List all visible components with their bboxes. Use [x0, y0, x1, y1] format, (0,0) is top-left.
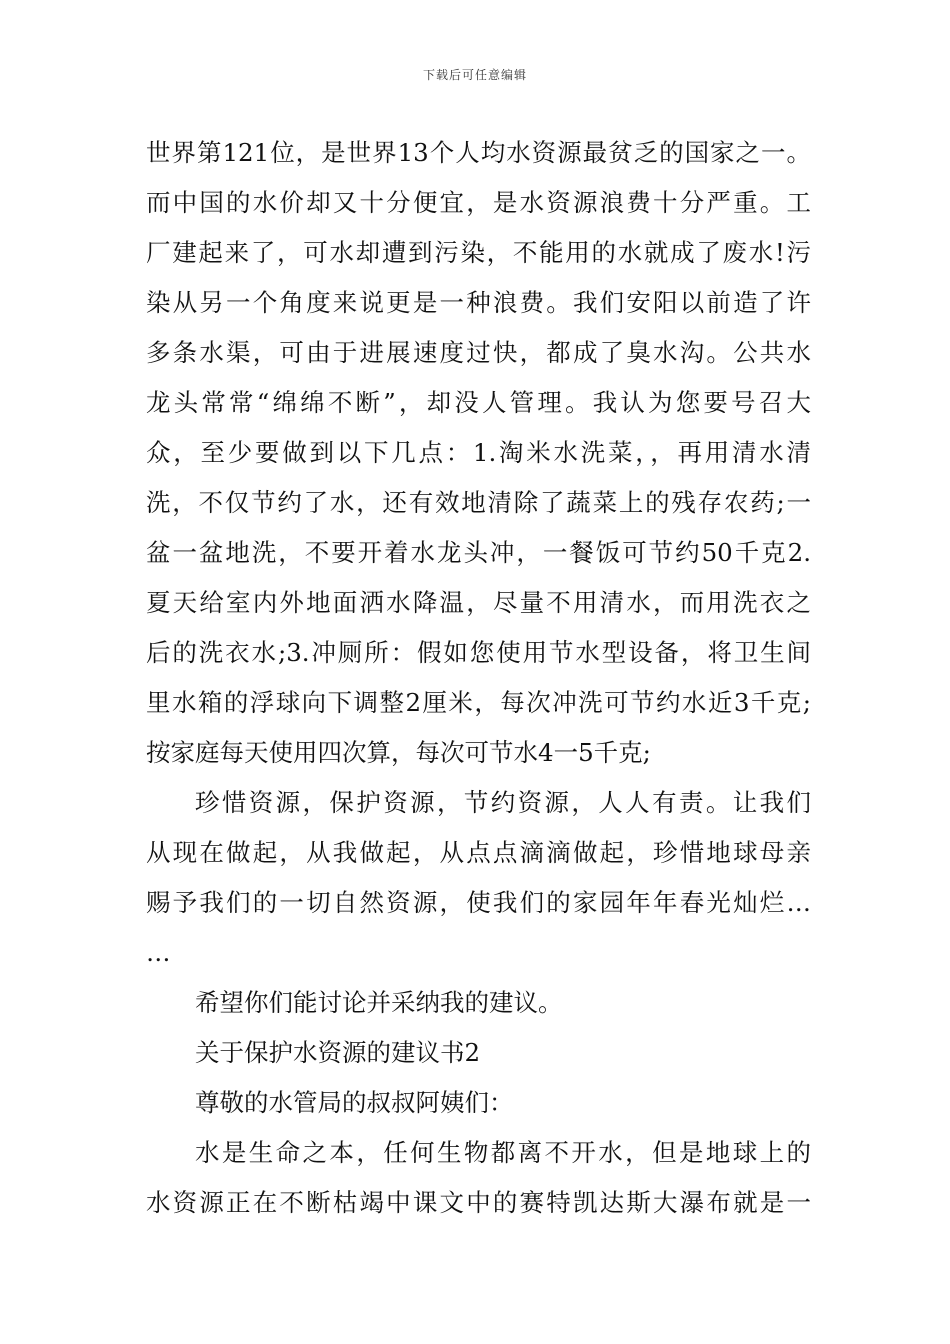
download-note: 下载后可任意编辑: [422, 68, 527, 82]
paragraph-start-line: 珍惜资源，保护资源，节约资源，人人有责。让我们: [195, 788, 811, 817]
paragraph-start-line: 水是生命之本，任何生物都离不开水，但是地球上的: [195, 1138, 811, 1167]
text-line: 染从另一个角度来说更是一种浪费。我们安阳以前造了许: [146, 288, 811, 317]
text-line: 水资源正在不断枯竭中课文中的赛特凯达斯大瀑布就是一: [146, 1188, 811, 1217]
text-line: 厂建起来了，可水却遭到污染，不能用的水就成了废水!污: [146, 238, 811, 267]
text-line: 赐予我们的一切自然资源，使我们的家园年年春光灿烂…: [146, 888, 811, 917]
text-line: 按家庭每天使用四次算，每次可节水4一5千克;: [146, 738, 651, 767]
text-line: 从现在做起，从我做起，从点点滴滴做起，珍惜地球母亲: [146, 838, 811, 867]
text-line: 多条水渠，可由于进展速度过快，都成了臭水沟。公共水: [146, 338, 811, 367]
document-body: [146, 128, 811, 1228]
text-line: 世界第121位，是世界13个人均水资源最贫乏的国家之一。: [146, 138, 811, 167]
text-line: 众，至少要做到以下几点：1.淘米水洗菜，，再用清水清: [146, 438, 811, 467]
text-line: 龙头常常“绵绵不断”，却没人管理。我认为您要号召大: [146, 388, 811, 417]
section-title: 关于保护水资源的建议书2: [195, 1038, 481, 1067]
text-line: 后的洗衣水;3.冲厕所：假如您使用节水型设备，将卫生间: [146, 638, 811, 667]
paragraph-start-line: 希望你们能讨论并采纳我的建议。: [195, 988, 563, 1017]
text-line: 洗，不仅节约了水，还有效地清除了蔬菜上的残存农药;一: [146, 488, 811, 517]
text-line: 里水箱的浮球向下调整2厘米，每次冲洗可节约水近3千克;: [146, 688, 811, 717]
text-line: …: [146, 938, 171, 967]
text-line: 盆一盆地洗，不要开着水龙头冲，一餐饭可节约50千克2.: [146, 538, 811, 567]
salutation-line: 尊敬的水管局的叔叔阿姨们：: [195, 1088, 514, 1117]
text-line: 夏天给室内外地面洒水降温，尽量不用清水，而用洗衣之: [146, 588, 811, 617]
text-line: 而中国的水价却又十分便宜，是水资源浪费十分严重。工: [146, 188, 811, 217]
